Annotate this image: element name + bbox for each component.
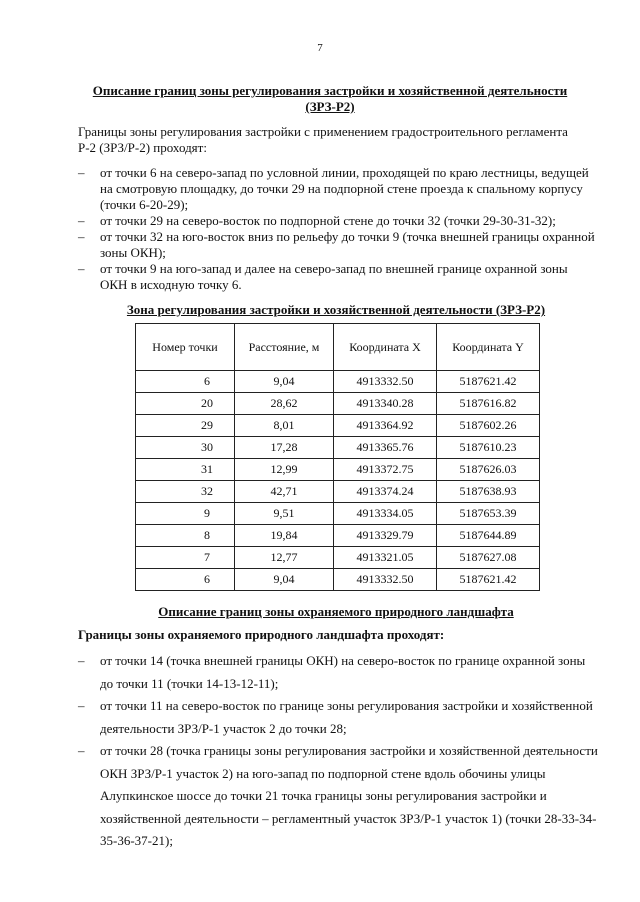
cell-x: 4913332.50 (334, 371, 437, 393)
header-coord-y: Координата Y (437, 324, 540, 371)
table-row (136, 503, 540, 525)
section1-title (90, 83, 570, 115)
cell-x: 4913329.79 (334, 525, 437, 547)
list-item-text: от точки 14 (точка внешней границы ОКН) на северо-восток по границе охранной зоны до точки 11 (точки 14-13-12-11); (100, 653, 586, 691)
section2-title: Описание границ зоны охраняемого природного ландшафта (158, 604, 514, 619)
cell-distance: 19,84 (235, 525, 334, 547)
cell-x: 4913332.50 (334, 569, 437, 591)
cell-y: 5187616.82 (437, 393, 540, 415)
list-item-text: от точки 32 на юго-восток вниз по рельефу до точки 9 (точка внешней границы охранной зоны ОКН); (100, 229, 595, 260)
cell-point: 6 (136, 371, 235, 393)
list-item-text: от точки 29 на северо-восток по подпорной стене до точки 32 (точки 29-30-31-32); (100, 213, 556, 228)
cell-x: 4913340.28 (334, 393, 437, 415)
table-row (136, 525, 540, 547)
cell-y: 5187621.42 (437, 569, 540, 591)
cell-point: 30 (136, 437, 235, 459)
cell-distance: 12,99 (235, 459, 334, 481)
cell-x: 4913372.75 (334, 459, 437, 481)
cell-y: 5187627.08 (437, 547, 540, 569)
cell-y: 5187653.39 (437, 503, 540, 525)
cell-y: 5187626.03 (437, 459, 540, 481)
list-item (78, 695, 600, 740)
table-title: Зона регулирования застройки и хозяйственной деятельности (ЗРЗ-Р2) (126, 302, 546, 317)
cell-point: 7 (136, 547, 235, 569)
dash-bullet: – (78, 261, 85, 276)
list-item (78, 650, 600, 695)
section1-title-line1: Описание границ зоны регулирования застройки и хозяйственной деятельности (92, 83, 568, 98)
table-row (136, 569, 540, 591)
cell-point: 29 (136, 415, 235, 437)
cell-distance: 42,71 (235, 481, 334, 503)
cell-y: 5187610.23 (437, 437, 540, 459)
page-number: 7 (317, 42, 323, 54)
list-item (78, 229, 598, 261)
table-header-row (136, 324, 540, 371)
dash-bullet: – (78, 165, 85, 180)
header-point-number: Номер точки (136, 324, 235, 371)
cell-distance: 9,04 (235, 371, 334, 393)
list-item-text: от точки 28 (точка границы зоны регулирования застройки и хозяйственной деятельности ОКН ЗРЗ/Р-1 участок 2) на юго-запад по подпорной стене вдоль обочины улицы Алупкинское шоссе до точки 21 точка границы зоны регулирования застройки и хозяйственной деятельности – регламентный участок ЗРЗ/Р-1 участок 1) (точки 28-33-34-35-36-37-21); (100, 743, 598, 848)
cell-x: 4913364.92 (334, 415, 437, 437)
section1-list (78, 165, 598, 293)
cell-x: 4913321.05 (334, 547, 437, 569)
cell-x: 4913365.76 (334, 437, 437, 459)
table-row (136, 547, 540, 569)
table-row (136, 371, 540, 393)
cell-distance: 9,04 (235, 569, 334, 591)
section1-title-line2: (ЗРЗ-Р2) (305, 99, 355, 114)
cell-x: 4913374.24 (334, 481, 437, 503)
list-item-text: от точки 6 на северо-запад по условной линии, проходящей по краю лестницы, ведущей на смотровую площадку, до точки 29 на подпорной стене проезда к спальному корпусу (точки 6-20-29); (100, 165, 589, 212)
cell-distance: 12,77 (235, 547, 334, 569)
coordinates-table (135, 323, 540, 591)
list-item-text: от точки 11 на северо-восток по границе зоны регулирования застройки и хозяйственной деятельности ЗРЗ/Р-1 участок 2 до точки 28; (100, 698, 593, 736)
header-distance: Расстояние, м (235, 324, 334, 371)
section2-list (78, 650, 600, 853)
dash-bullet: – (78, 213, 85, 228)
cell-distance: 8,01 (235, 415, 334, 437)
cell-distance: 28,62 (235, 393, 334, 415)
list-item (78, 165, 598, 213)
dash-bullet: – (78, 229, 85, 244)
cell-point: 8 (136, 525, 235, 547)
cell-point: 32 (136, 481, 235, 503)
cell-y: 5187621.42 (437, 371, 540, 393)
dash-bullet: – (78, 653, 85, 668)
cell-point: 31 (136, 459, 235, 481)
cell-distance: 17,28 (235, 437, 334, 459)
cell-point: 6 (136, 569, 235, 591)
list-item (78, 213, 598, 229)
cell-y: 5187602.26 (437, 415, 540, 437)
cell-point: 9 (136, 503, 235, 525)
header-coord-x: Координата X (334, 324, 437, 371)
section2-subheading: Границы зоны охраняемого природного ландшафта проходят: (78, 627, 445, 642)
list-item (78, 261, 598, 293)
table-row (136, 437, 540, 459)
dash-bullet: – (78, 743, 85, 758)
dash-bullet: – (78, 698, 85, 713)
table-row (136, 415, 540, 437)
cell-x: 4913334.05 (334, 503, 437, 525)
cell-y: 5187644.89 (437, 525, 540, 547)
table-row (136, 459, 540, 481)
cell-point: 20 (136, 393, 235, 415)
list-item-text: от точки 9 на юго-запад и далее на северо-запад по внешней границе охранной зоны ОКН в исходную точку 6. (100, 261, 568, 292)
cell-y: 5187638.93 (437, 481, 540, 503)
cell-distance: 9,51 (235, 503, 334, 525)
section1-intro: Границы зоны регулирования застройки с применением градостроительного регламента Р-2 (ЗРЗ/Р-2) проходят: (78, 124, 568, 155)
list-item (78, 740, 600, 853)
table-row (136, 481, 540, 503)
table-row (136, 393, 540, 415)
